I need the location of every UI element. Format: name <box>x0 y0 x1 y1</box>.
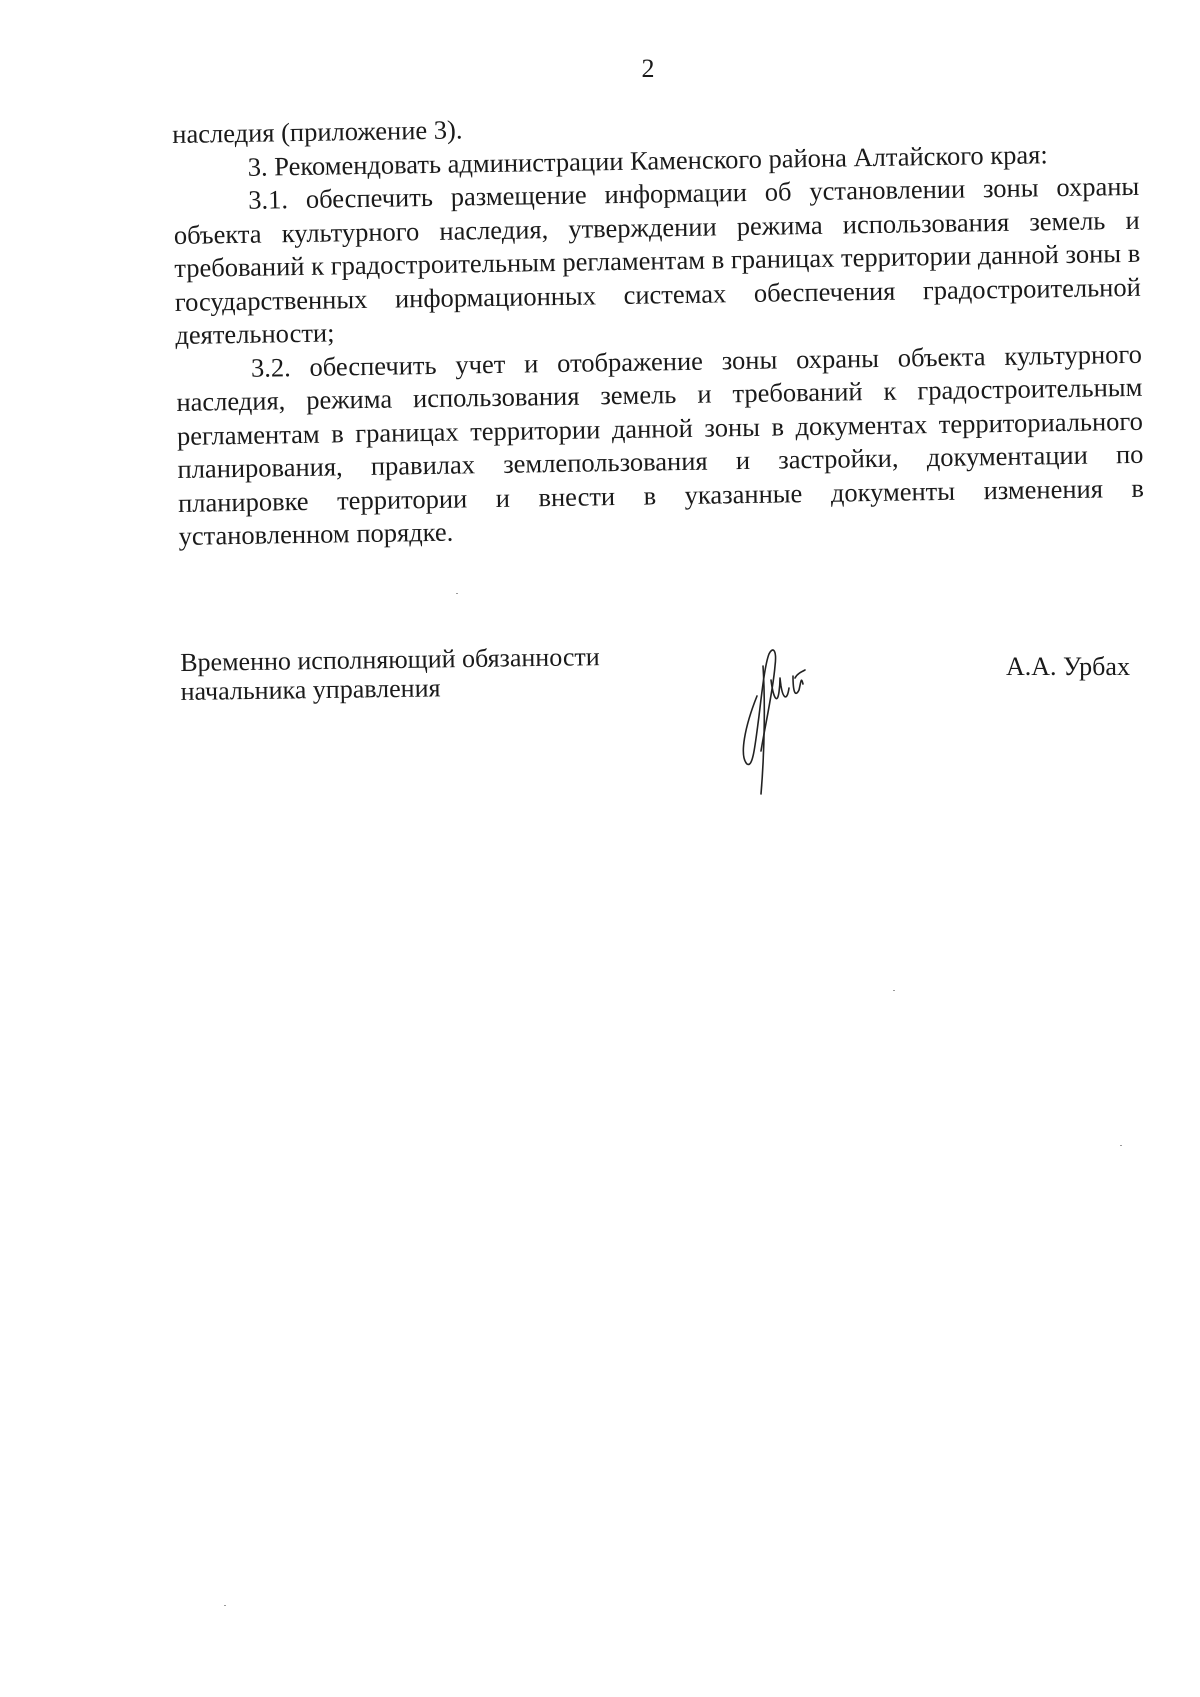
scan-speck <box>1120 1145 1122 1146</box>
page-number: 2 <box>641 54 655 83</box>
signatory-name: А.А. Урбах <box>1006 652 1130 681</box>
signatory-title <box>180 642 600 706</box>
signatory-title-line-2: начальника управления <box>180 673 441 706</box>
scan-speck <box>456 593 458 594</box>
paragraph-continuation: наследия (приложение 3). <box>172 114 463 149</box>
paragraph-item-3-2: 3.2. обеспечить учет и отображение зоны охраны объекта культурного наследия, режима использования земель и требований к градостроительным регламентам в границах территории данной зоны в документах территориального планирования, правилах землепользования и застройки, документации по планировке территории и внести в указанные документы изменения в установленном порядке. <box>176 338 1145 551</box>
scan-speck <box>224 1605 226 1606</box>
document-body <box>172 103 1145 554</box>
paragraph-item-3: 3. Рекомендовать администрации Каменского района Алтайского края: <box>247 138 1048 182</box>
paragraph-item-3-1: 3.1. обеспечить размещение информации об установлении зоны охраны объекта культурного наследия, утверждении режима использования земель и требований к градостроительным регламентам в границах территории данной зоны в государственных информационных системах обеспечения градостроительной деятельности; <box>173 170 1141 350</box>
scan-speck <box>893 990 895 991</box>
signatory-title-line-1: Временно исполняющий обязанности <box>180 642 600 677</box>
handwritten-signature <box>735 636 835 796</box>
